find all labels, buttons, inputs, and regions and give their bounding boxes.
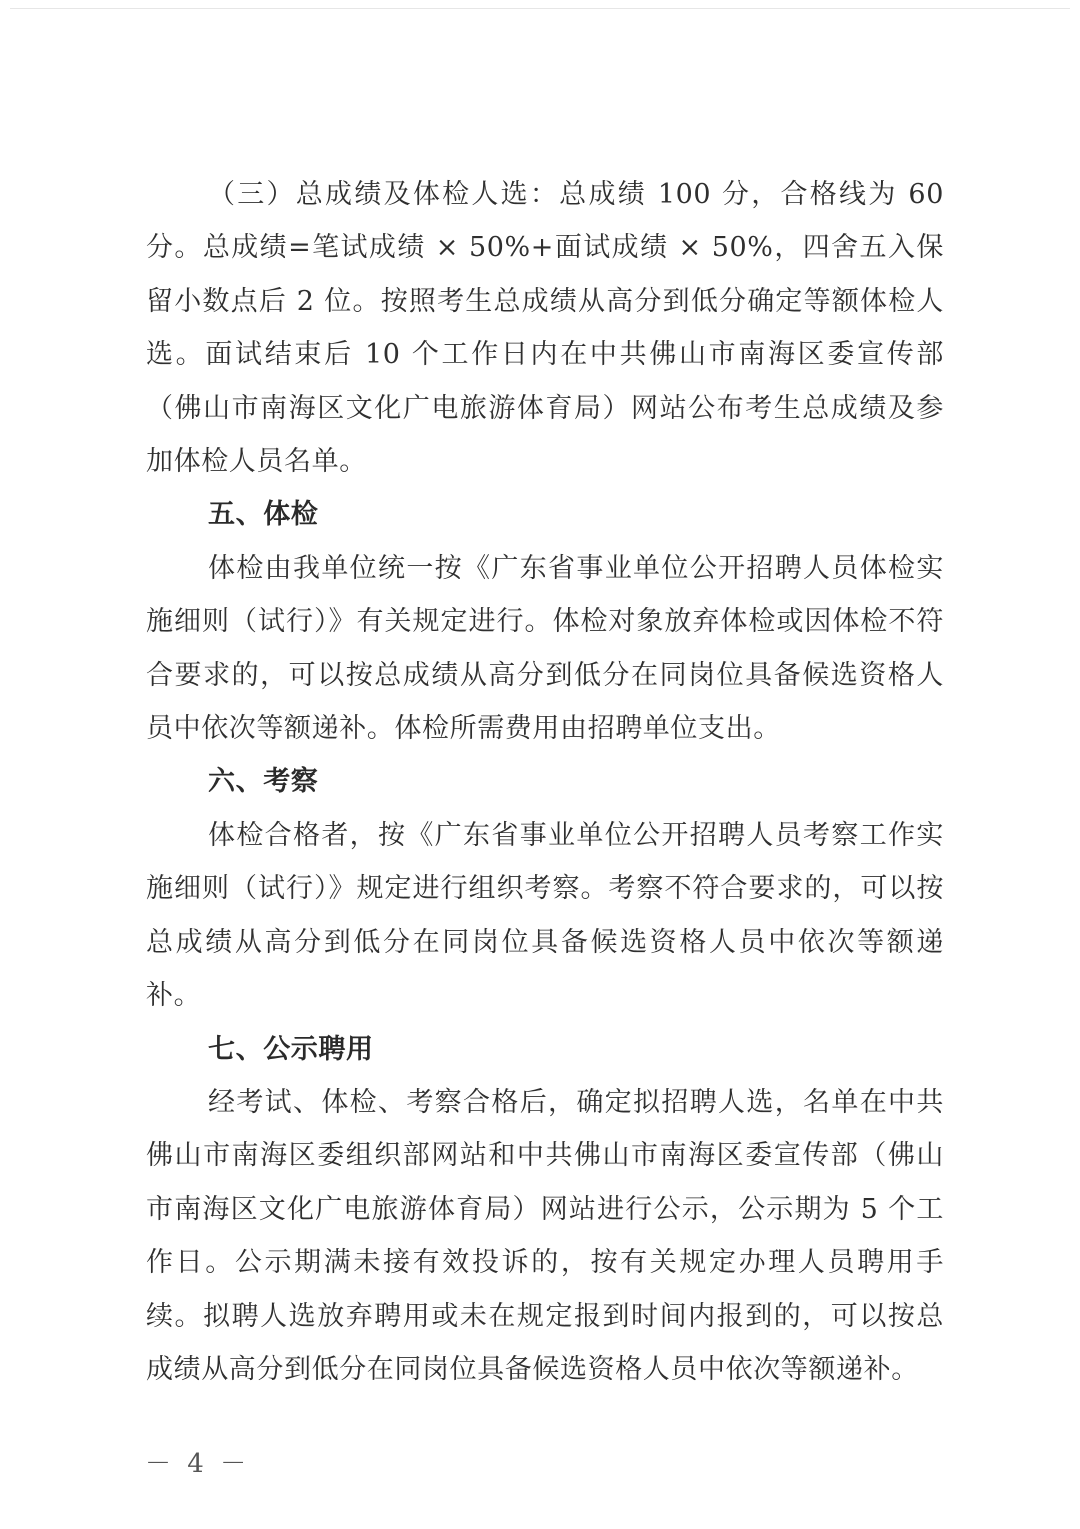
- scan-top-edge: [10, 8, 1070, 9]
- document-body: [146, 168, 944, 1396]
- paragraph-publicity-employment: 经考试、体检、考察合格后，确定拟招聘人选，名单在中共佛山市南海区委组织部网站和中共佛山市南海区委宣传部（佛山市南海区文化广电旅游体育局）网站进行公示，公示期为 5 个工作日。公示期满未接有效投诉的，按有关规定办理人员聘用手续。拟聘人选放弃聘用或未在规定报到时间内报到的，可以按总成绩从高分到低分在同岗位具备候选资格人员中依次等额递补。: [146, 1086, 944, 1385]
- section-heading-physical-exam: 五、体检: [208, 499, 319, 531]
- paragraph-total-score: （三）总成绩及体检人选：总成绩 100 分，合格线为 60 分。总成绩=笔试成绩 × 50%+面试成绩 × 50%，四舍五入保留小数点后 2 位。按照考生总成绩从高分到低分确定等额体检人选。面试结束后 10 个工作日内在中共佛山市南海区委宣传部（佛山市南海区文化广电旅游体育局）网站公布考生总成绩及参加体检人员名单。: [146, 179, 944, 478]
- paragraph-physical-exam: 体检由我单位统一按《广东省事业单位公开招聘人员体检实施细则（试行）》有关规定进行。体检对象放弃体检或因体检不符合要求的，可以按总成绩从高分到低分在同岗位具备候选资格人员中依次等额递补。体检所需费用由招聘单位支出。: [146, 552, 944, 745]
- paragraph-inspection: 体检合格者，按《广东省事业单位公开招聘人员考察工作实施细则（试行）》规定进行组织考察。考察不符合要求的，可以按总成绩从高分到低分在同岗位具备候选资格人员中依次等额递补。: [146, 819, 944, 1012]
- section-heading-inspection: 六、考察: [208, 766, 319, 798]
- page-number: － 4 －: [145, 1449, 251, 1479]
- section-heading-publicity-employment: 七、公示聘用: [208, 1033, 374, 1065]
